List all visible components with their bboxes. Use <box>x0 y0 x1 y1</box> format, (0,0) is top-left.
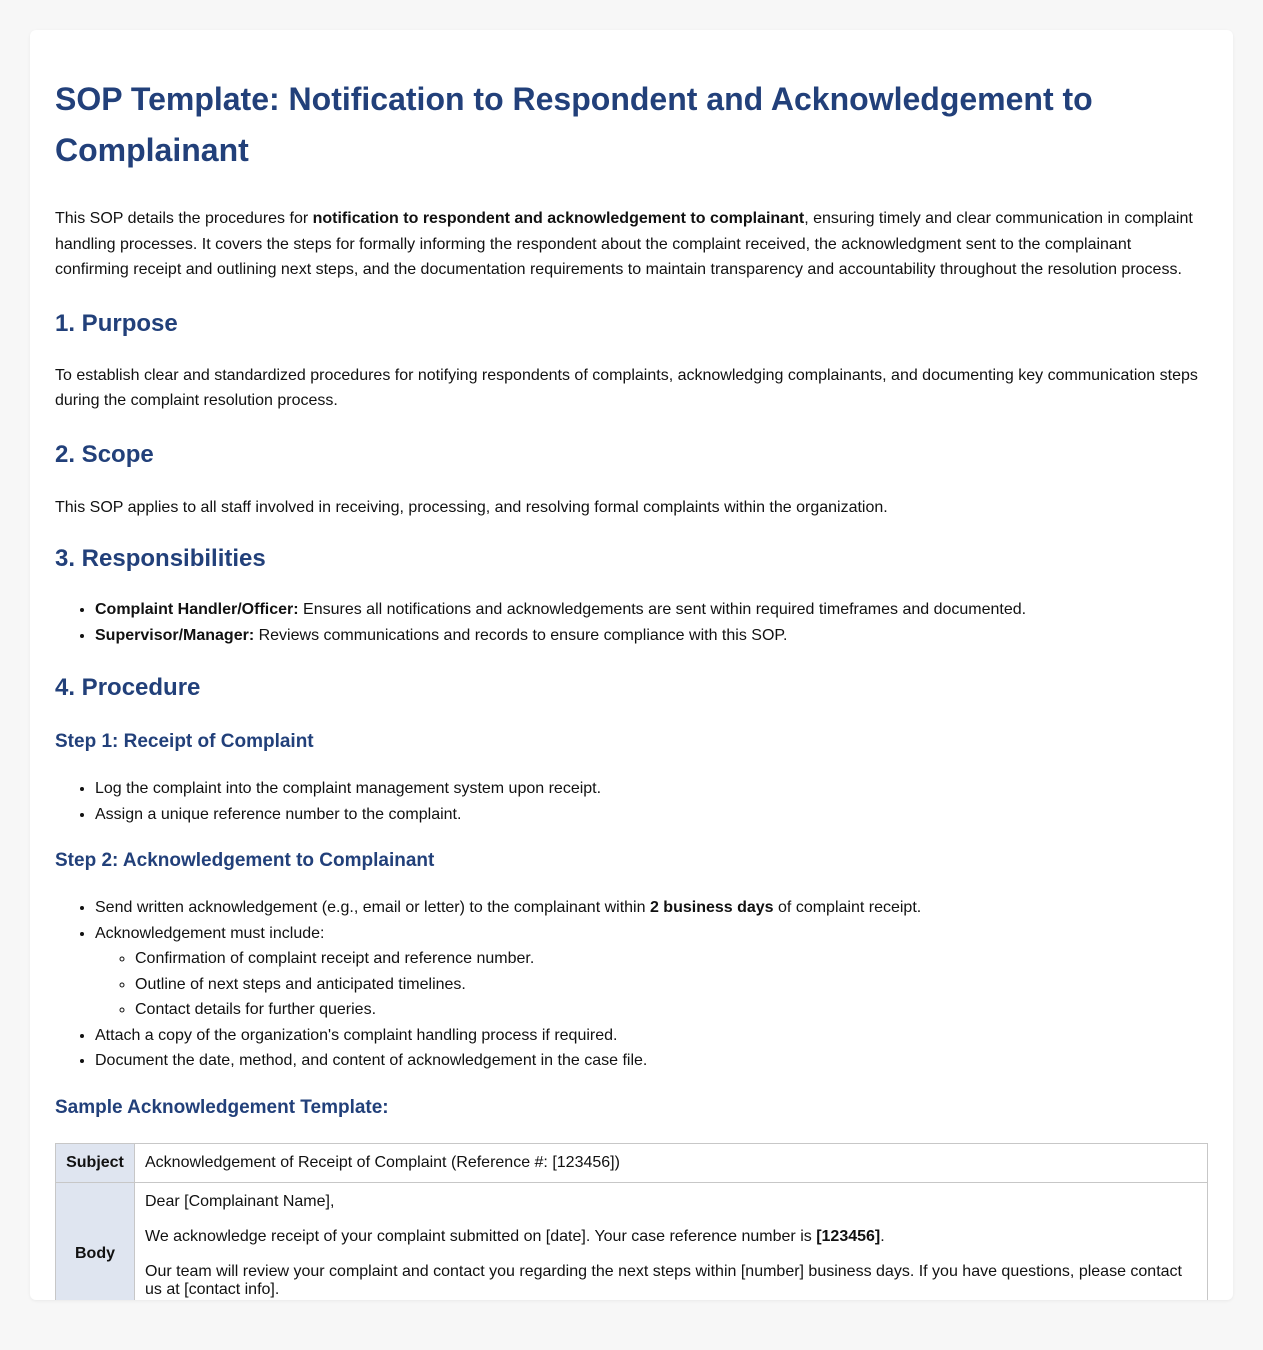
document-content <box>30 30 1233 1300</box>
list-item <box>95 623 1208 649</box>
list-item: • Attach a copy of the organization's complaint handling process if required. <box>95 1023 1208 1049</box>
purpose-text: To establish clear and standardized procedures for notifying respondents of complaints, acknowledging complainants, and documenting key communication steps during the complaint resolution process. <box>55 366 1198 409</box>
item-text: Acknowledgement must include: <box>95 924 325 942</box>
document-card <box>30 30 1233 1300</box>
letter-paragraph <box>145 1228 1197 1246</box>
template-heading: Sample Acknowledgement Template: <box>55 1096 389 1118</box>
responsibilities-list <box>55 597 1208 648</box>
list-item <box>95 921 1208 1023</box>
role-description: Reviews communications and records to ensure compliance with this SOP. <box>254 626 788 644</box>
intro-text-start: This SOP details the procedures for <box>55 210 313 227</box>
acknowledgement-template-table <box>55 1143 1208 1301</box>
acknowledgement-contents-list <box>95 946 1208 1023</box>
letter-paragraph: Our team will review your complaint and contact you regarding the next steps within [number] business days. If you have questions, please contact us at [contact info]. <box>145 1262 1182 1298</box>
list-item: • Document the date, method, and content of acknowledgement in the case file. <box>95 1048 1208 1074</box>
purpose-heading: 1. Purpose <box>55 309 178 337</box>
subject-value: Acknowledgement of Receipt of Complaint (Reference #: [123456]) <box>135 1143 1208 1182</box>
scope-heading: 2. Scope <box>55 440 154 468</box>
list-item <box>95 895 1208 921</box>
item-text: of complaint receipt. <box>773 899 922 916</box>
sub-list-item: ◦ Outline of next steps and anticipated timelines. <box>135 972 1208 998</box>
list-item <box>95 597 1208 623</box>
role-label: Complaint Handler/Officer: <box>95 601 299 618</box>
step2-list <box>55 895 1208 1074</box>
scope-text: This SOP applies to all staff involved in receiving, processing, and resolving formal complaints within the organization. <box>55 498 888 516</box>
intro-text-bold: notification to respondent and acknowledgement to complainant <box>312 210 805 227</box>
sub-list-item: ◦ Confirmation of complaint receipt and reference number. <box>135 946 1208 972</box>
reference-number: [123456] <box>816 1227 881 1245</box>
list-item: • Assign a unique reference number to the complaint. <box>95 802 1208 828</box>
item-text-bold: 2 business days <box>649 899 774 916</box>
letter-greeting: Dear [Complainant Name], <box>145 1192 335 1210</box>
table-row <box>56 1182 1208 1300</box>
page-title: SOP Template: Notification to Respondent and Acknowledgement to Complainant <box>55 81 1093 168</box>
sub-list-item: ◦ Contact details for further queries. <box>135 997 1208 1023</box>
letter-text: . <box>880 1227 885 1245</box>
responsibilities-heading: 3. Responsibilities <box>55 545 266 572</box>
table-row <box>56 1143 1208 1182</box>
intro-paragraph <box>55 206 1208 283</box>
body-label: Body <box>56 1182 135 1300</box>
subject-label: Subject <box>56 1143 135 1182</box>
step1-list <box>55 776 1208 827</box>
intro-text-end: , ensuring timely and clear communication in complaint handling processes. It covers the steps for formally informing the respondent about the complaint received, the acknowledgment sent to the complainant confirming receipt and outlining next steps, and the documentation requirements to maintain transparency and accountability throughout the resolution process. <box>55 210 1193 278</box>
role-label: Supervisor/Manager: <box>95 626 255 644</box>
role-description: Ensures all notifications and acknowledgements are sent within required timeframes and documented. <box>298 601 1027 618</box>
list-item: • Log the complaint into the complaint management system upon receipt. <box>95 776 1208 802</box>
body-value <box>135 1182 1208 1300</box>
letter-text: We acknowledge receipt of your complaint submitted on [date]. Your case reference number is <box>145 1227 817 1245</box>
procedure-heading: 4. Procedure <box>55 674 201 701</box>
item-text: Send written acknowledgement (e.g., email or letter) to the complainant within <box>95 899 650 916</box>
step1-heading: Step 1: Receipt of Complaint <box>55 731 314 752</box>
step2-heading: Step 2: Acknowledgement to Complainant <box>55 850 435 871</box>
